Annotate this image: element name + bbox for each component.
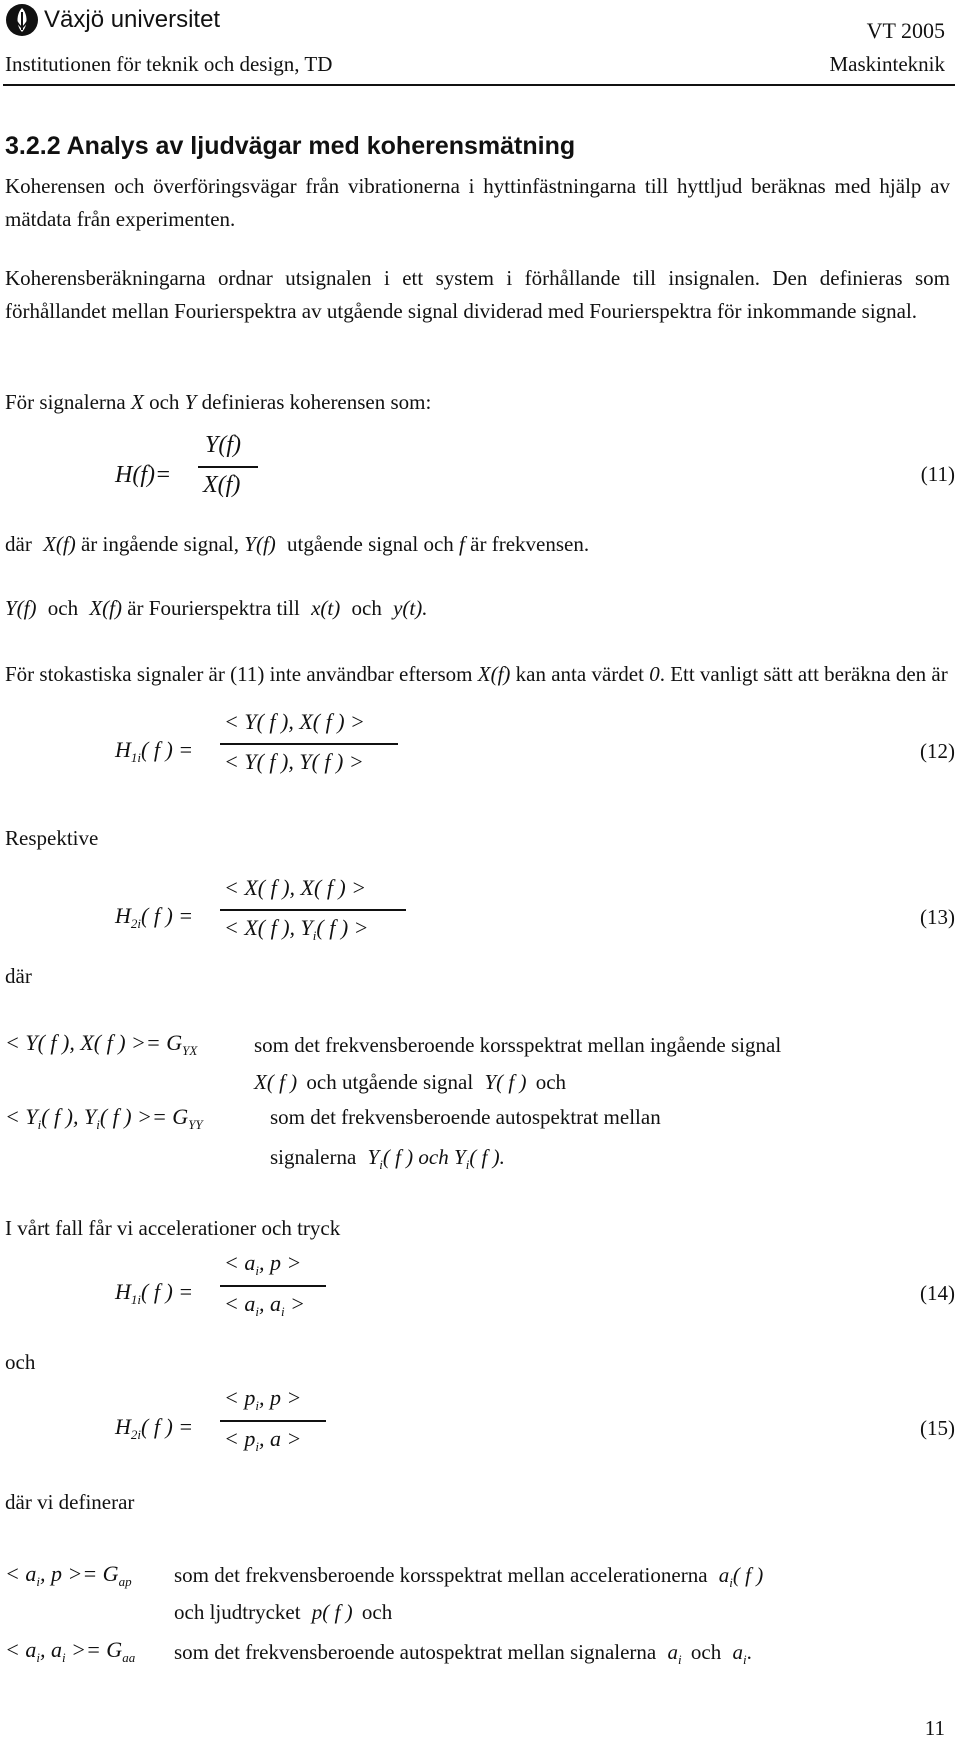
eq12-fraction-bar [220,743,398,745]
paragraph-2: Koherensberäkningarna ordnar utsignalen i ett system i förhållande till insignalen. Den definieras som förhållandet mellan Fourierspektra av utgående signal dividerad med Fourierspektra för inkommande signal. [5,266,950,323]
header-institution: Institutionen för teknik och design, TD [5,52,333,76]
eq14-number: (14) [920,1281,955,1305]
def4-symbol: < $a_i$, $a_i >= G_{aa}$ [5,1637,136,1665]
paragraph-1: Koherensen och överföringsvägar från vibrationerna i hyttinfästningarna till hyttljud beräknas med hjälp av mätdata från experimenten. [5,174,950,231]
def1-symbol: < Y( f ), X( f ) >= $G_{YX}$ [5,1030,198,1058]
eq11-fraction-bar [198,466,258,468]
logo-emblem-icon [4,2,40,38]
eq13-numerator: < X( f ), X( f ) > [224,875,367,900]
page-number: 11 [924,1716,945,1740]
def3-text: som det frekvensberoende korsspektrat mellan accelerationerna $a_i$( f ) [174,1563,764,1590]
respektive-label: Respektive [5,826,99,850]
eq12-numerator: < Y( f ), X( f ) > [224,709,365,734]
eq11-numerator: Y(f) [205,432,241,458]
definition-line-1: där X(f) är ingående signal, Y(f) utgående signal och f är frekvensen. [5,532,590,556]
dar-label-2: där [5,964,32,988]
def2-text: som det frekvensberoende autospektrat mellan [270,1105,661,1129]
och-label: och [5,1350,36,1374]
eq13-fraction-bar [220,909,406,911]
university-logo [4,2,40,43]
paragraph-3: För signalerna X och Y definieras koherensen som: [5,390,432,414]
eq13-lhs: $H_{2i}$( f ) = [115,903,194,931]
header-program: Maskinteknik [829,52,945,76]
header-rule [3,84,955,86]
eq13-number: (13) [920,905,955,929]
eq11-lhs: H(f)= [115,462,172,488]
eq15-lhs: $H_{2i}$( f ) = [115,1414,194,1442]
eq12-lhs: $H_{1i}$( f ) = [115,737,194,765]
paragraph-5: I vårt fall får vi accelerationer och tryck [5,1216,341,1240]
header-term: VT 2005 [866,18,945,43]
eq14-denominator: < $a_i$, $a_i$ > [224,1291,305,1319]
eq15-fraction-bar [220,1420,326,1422]
eq11-denominator: X(f) [203,472,241,498]
def1-text-line2: X( f ) och utgående signal Y( f ) och [254,1070,567,1094]
paragraph-4: För stokastiska signaler är (11) inte användbar eftersom X(f) kan anta värdet 0. Ett vanligt sätt att beräkna den är [5,662,948,686]
eq14-lhs: $H_{1i}$( f ) = [115,1279,194,1307]
def2-symbol: < $Y_i$( f ), $Y_i$( f ) >= $G_{YY}$ [5,1104,203,1132]
def3-text-line2: och ljudtrycket p( f ) och [174,1600,393,1624]
eq14-numerator: < $a_i$, p > [224,1250,302,1278]
def2-text-line2: signalerna $Y_i$( f ) och $Y_i$( f ). [270,1145,505,1172]
def1-text: som det frekvensberoende korsspektrat mellan ingående signal [254,1033,782,1057]
section-title: 3.2.2 Analys av ljudvägar med koherensmätning [5,132,576,160]
def4-text: som det frekvensberoende autospektrat mellan signalerna $a_i$ och $a_i$. [174,1640,752,1667]
dar-vi-definerar: där vi definerar [5,1490,135,1514]
eq13-denominator: < X( f ), $Y_i$( f ) > [224,915,369,943]
eq12-number: (12) [920,739,955,763]
eq15-number: (15) [920,1416,955,1440]
university-name: Växjö universitet [44,6,221,33]
eq15-denominator: < $p_i$, a > [224,1426,302,1454]
eq15-numerator: < $p_i$, p > [224,1385,302,1413]
def3-symbol: < $a_i$, $p >= G_{ap}$ [5,1561,132,1589]
eq12-denominator: < Y( f ), Y( f ) > [224,749,364,774]
fourier-line: Y(f) och X(f) är Fourierspektra till x(t) och y(t). [5,596,428,620]
eq14-fraction-bar [220,1285,326,1287]
eq11-number: (11) [920,462,955,486]
